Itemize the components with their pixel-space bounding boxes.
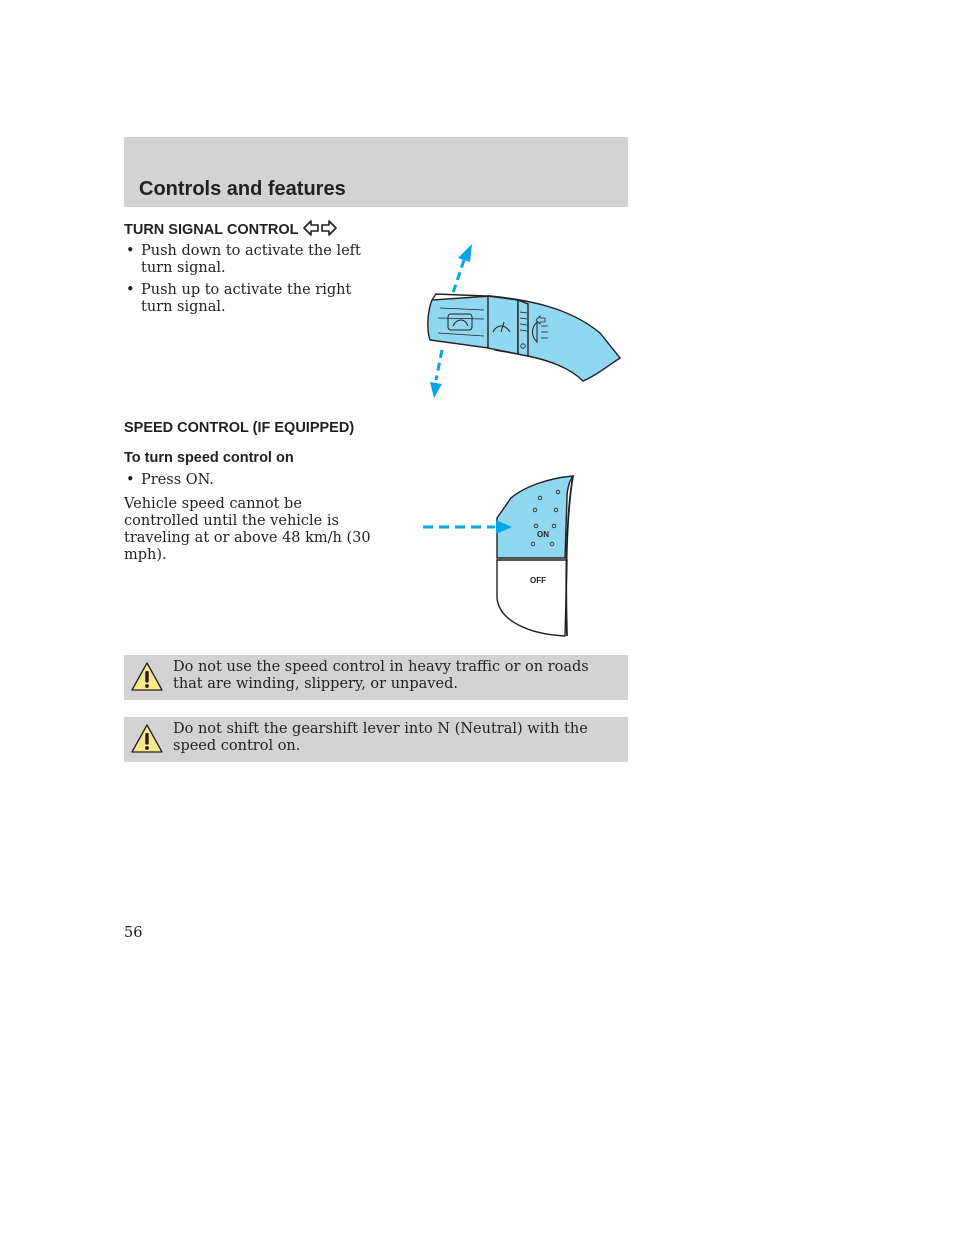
header-band (124, 137, 628, 207)
turn-signal-heading (124, 220, 337, 240)
speed-control-subheading: To turn speed control on (124, 450, 294, 466)
turn-signal-arrows-icon (303, 220, 337, 240)
speed-off-label: OFF (530, 576, 546, 585)
page-number: 56 (124, 925, 143, 941)
warning-icon (130, 723, 164, 759)
warning-icon (130, 661, 164, 697)
list-item: • Push down to activate the left turn signal. (124, 243, 384, 277)
turn-signal-heading-text: TURN SIGNAL CONTROL (124, 222, 299, 238)
page-title: Controls and features (139, 178, 346, 200)
warning-box (124, 655, 628, 700)
list-item: • Push up to activate the right turn signal. (124, 282, 384, 316)
turn-signal-list (124, 243, 384, 321)
speed-on-label: ON (537, 530, 549, 539)
warning-box (124, 717, 628, 762)
warning-text: Do not use the speed control in heavy traffic or on roads that are winding, slippery, or unpaved. (173, 659, 589, 692)
list-item: • Press ON. (124, 472, 384, 489)
turn-signal-lever-illustration (400, 238, 625, 404)
speed-control-heading: SPEED CONTROL (IF EQUIPPED) (124, 420, 355, 436)
warning-text: Do not shift the gearshift lever into N (Neutral) with the speed control on. (173, 721, 588, 754)
speed-control-illustration (415, 470, 575, 644)
speed-control-list (124, 472, 384, 494)
speed-control-paragraph: Vehicle speed cannot be controlled until the vehicle is traveling at or above 48 km/h (30 mph). (124, 496, 371, 563)
